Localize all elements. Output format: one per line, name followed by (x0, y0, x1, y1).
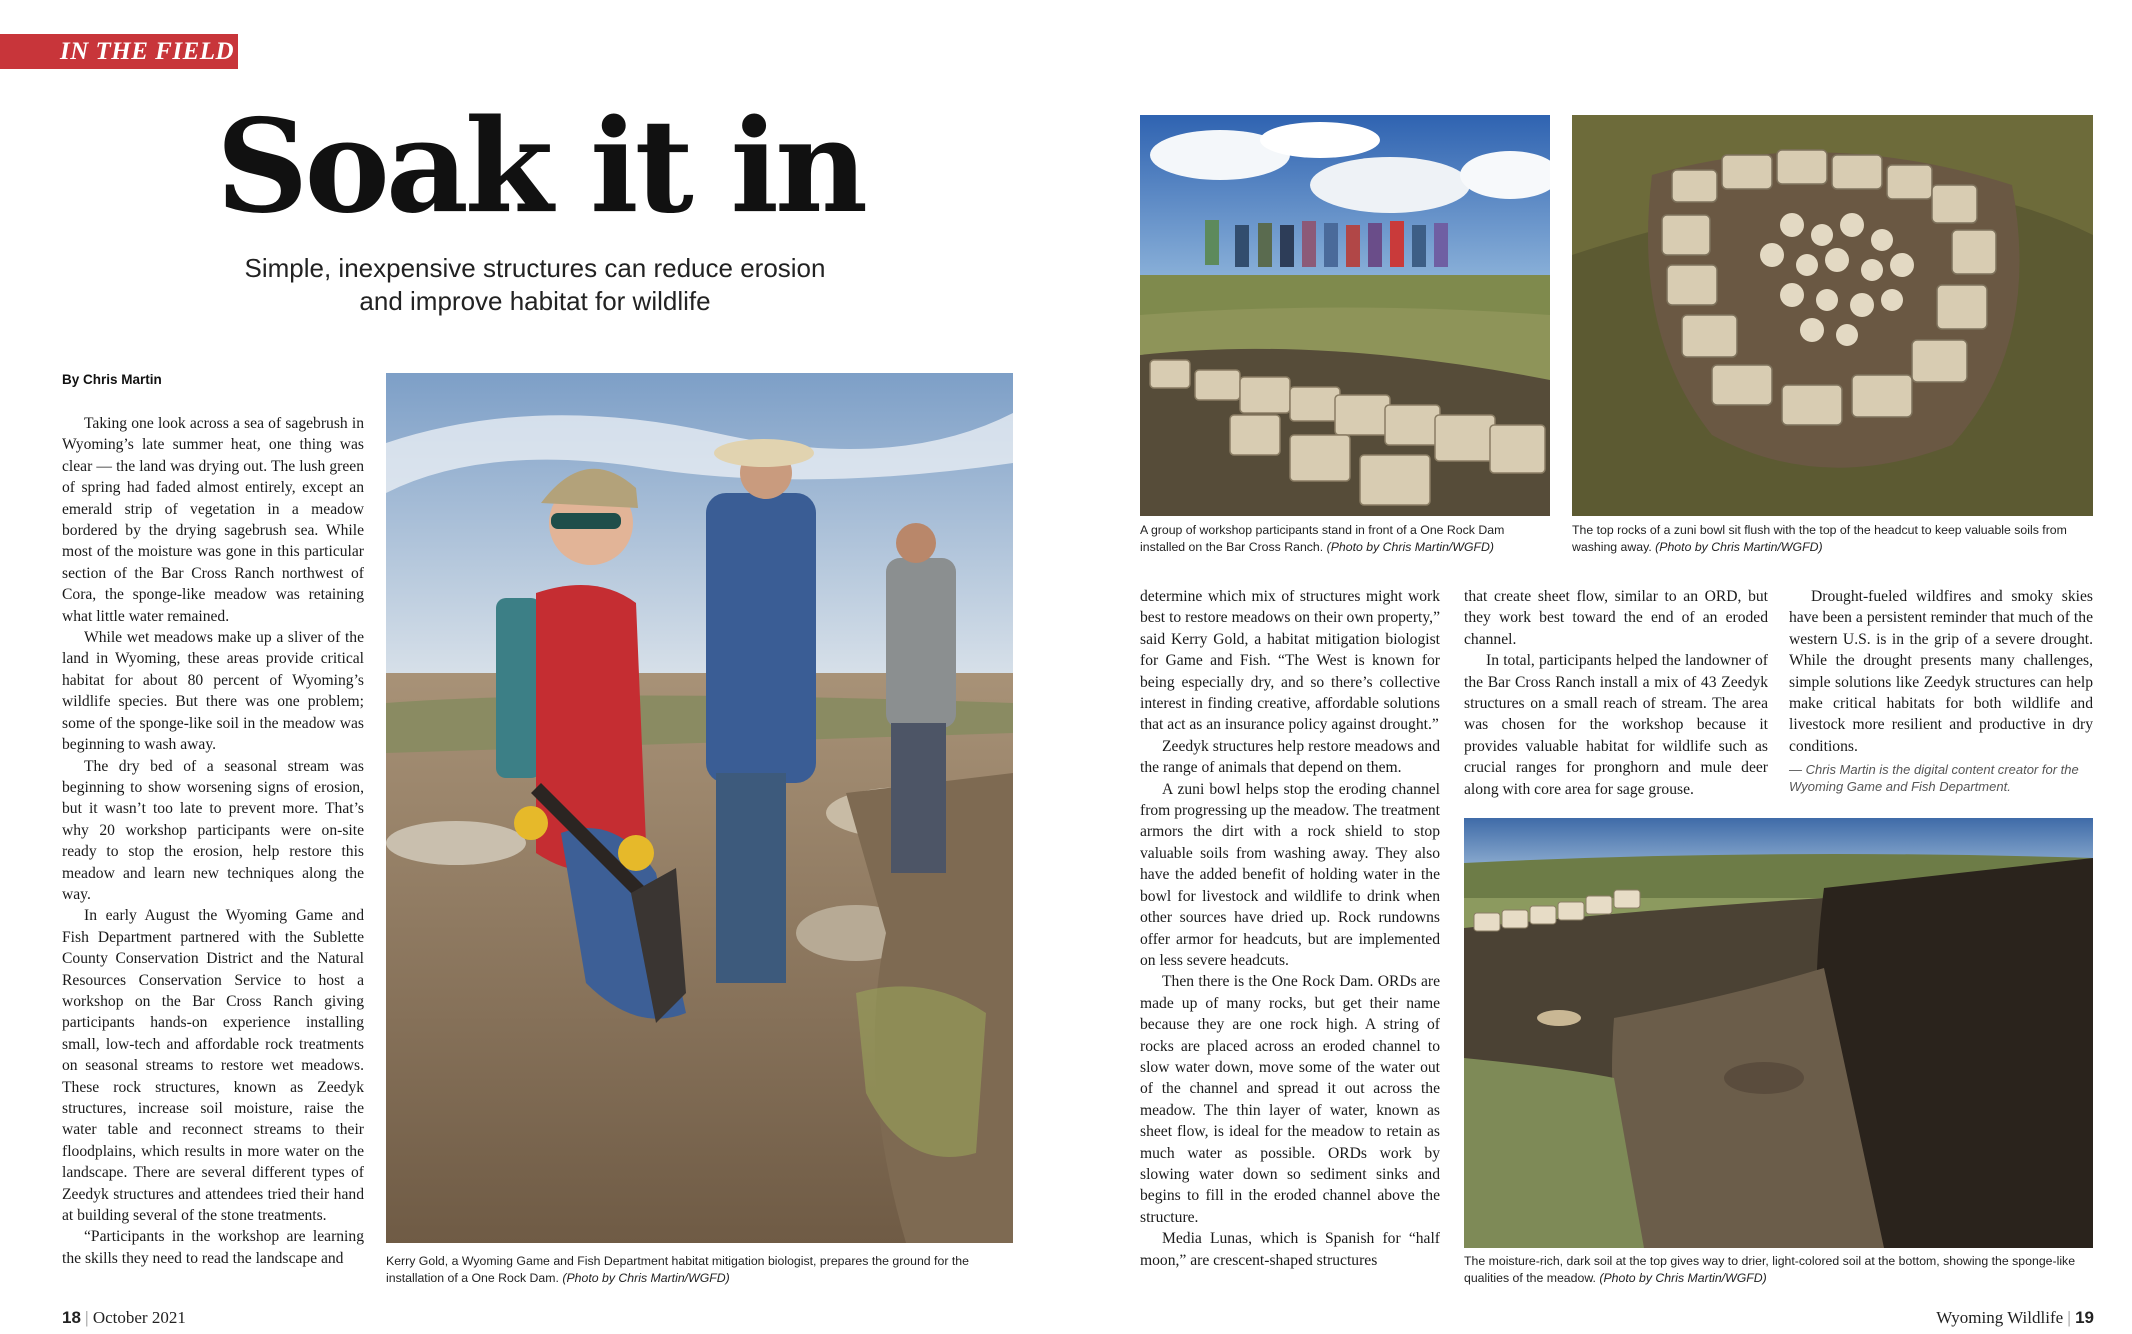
paragraph: Taking one look across a sea of sagebrush in Wyoming’s late summer heat, one thing was clear — the land was drying out. The lush green of spring had faded almost entirely, except an emerald strip of vegetation in a meadow bordered by the drying sagebrush sea. While most of the moisture was gone in this particular section of the Bar Cross Ranch northwest of Cora, the sponge-like meadow was retaining what little water remained. (62, 415, 364, 625)
caption-text: Kerry Gold, a Wyoming Game and Fish Department habitat mitigation biologist, prepares the ground for the installation of a One Rock Dam. (386, 1254, 969, 1285)
paragraph: While wet meadows make up a sliver of the land in Wyoming, these areas provide critical habitat for about 80 percent of Wyoming’s wildlife species. But there was one problem; some of the sponge-like soil in the meadow was beginning to wash away. (62, 629, 364, 754)
caption-bowl (1572, 522, 2093, 556)
folio-separator: | (85, 1308, 89, 1327)
photo-group (1140, 115, 1550, 516)
caption-text: A group of workshop participants stand in front of a One Rock Dam installed on the Bar Cross Ranch. (1140, 523, 1505, 554)
body-column-2 (1140, 586, 1440, 1271)
photo-credit: (Photo by Chris Martin/WGFD) (1599, 1271, 1767, 1285)
photo-credit: (Photo by Chris Martin/WGFD) (1326, 540, 1495, 554)
caption-main (386, 1253, 1013, 1287)
paragraph: determine which mix of structures might work best to restore meadows on their own property,” said Kerry Gold, a habitat mitigation biologist for Game and Fish. “The West is known for being especially dry, and so there’s collective interest in finding creative, affordable solutions that act as an insurance policy against drought.” (1140, 588, 1440, 734)
caption-group (1140, 522, 1550, 556)
body-column-4 (1789, 586, 2093, 795)
photo-soil (1464, 818, 2093, 1248)
deck (175, 252, 895, 318)
photo-credit: (Photo by Chris Martin/WGFD) (562, 1271, 730, 1285)
body-column-3 (1464, 586, 1768, 800)
paragraph: In total, participants helped the landowner of the Bar Cross Ranch install a mix of 43 Zeedyk structures on a small reach of stream. The area was chosen for the workshop because it provides valuable habitat for wildlife such as crucial ranges for pronghorn and mule deer along with core area for sage grouse. (1464, 652, 1768, 798)
caption-text: The moisture-rich, dark soil at the top gives way to drier, light-colored soil at the bottom, showing the sponge-like qualities of the meadow. (1464, 1254, 2076, 1285)
deck-line-1: Simple, inexpensive structures can reduce erosion (244, 253, 826, 283)
byline: By Chris Martin (62, 372, 162, 387)
folio-right (1936, 1308, 2094, 1328)
author-note: — Chris Martin is the digital content creator for the Wyoming Game and Fish Department. (1789, 762, 2079, 795)
photo-credit: (Photo by Chris Martin/WGFD) (1655, 540, 1823, 554)
paragraph: A zuni bowl helps stop the eroding channel from progressing up the meadow. The treatment armors the dirt with a rock shield to stop valuable soils from washing away. They also have the added benefit of holding water in the bowl for livestock and wildlife to drink when other sources have dried up. Rock rundowns offer armor for headcuts, but are implemented on less severe headcuts. (1140, 780, 1440, 969)
paragraph: Then there is the One Rock Dam. ORDs are made up of many rocks, but get their name because they are one rock high. A string of rocks are placed across an eroded channel to slow water down, move some of the water out of the channel and spread it out across the meadow. The thin layer of water, known as sheet flow, is ideal for the meadow to retain as much water as possible. ORDs work by slowing water down so sediment sinks and begins to fill in the eroded channel above the structure. (1140, 973, 1440, 1226)
folio-left (62, 1308, 186, 1328)
body-column-1 (62, 413, 364, 1269)
page-number-left: 18 (62, 1308, 81, 1327)
section-tag: IN THE FIELD (0, 34, 238, 69)
paragraph: Zeedyk structures help restore meadows and the range of animals that depend on them. (1140, 737, 1440, 777)
deck-line-2: and improve habitat for wildlife (359, 286, 711, 316)
photo-kerry-gold (386, 373, 1013, 1243)
paragraph: that create sheet flow, similar to an ORD, but they work best toward the end of an eroded channel. (1464, 588, 1768, 648)
paragraph: Media Lunas, which is Spanish for “half moon,” are crescent-shaped structures (1140, 1230, 1440, 1269)
caption-soil (1464, 1253, 2093, 1287)
paragraph: Drought-fueled wildfires and smoky skies have been a persistent reminder that much of the western U.S. is in the grip of a severe drought. While the drought presents many challenges, simple solutions like Zeedyk structures can help make critical habitats for both wildlife and livestock more resilient and productive in dry conditions. (1789, 588, 2093, 755)
caption-text: The top rocks of a zuni bowl sit flush with the top of the headcut to keep valuable soils from washing away. (1572, 523, 2067, 554)
headline: Soak it in (216, 92, 864, 242)
paragraph: The dry bed of a seasonal stream was beginning to show worsening signs of erosion, but it wasn’t too late to prevent more. That’s why 20 workshop participants were on-site ready to stop the erosion, help restore this meadow and learn new techniques along the way. (62, 757, 364, 903)
paragraph: “Participants in the workshop are learning the skills they need to read the landscape and (62, 1228, 364, 1267)
folio-separator: | (2067, 1308, 2071, 1327)
paragraph: In early August the Wyoming Game and Fish Department partnered with the Sublette County Conservation District and the Natural Resources Conservation Service to host a workshop on the Bar Cross Ranch giving participants hands-on experience installing small, low-tech and affordable rock treatments on seasonal streams to restore wet meadows. These rock structures, known as Zeedyk structures, increase soil moisture, raise the water table and reconnect streams to their floodplains, which results in more water on the landscape. There are several different types of Zeedyk structures and attendees tried their hand at building several of the stone treatments. (62, 907, 364, 1225)
issue-date: October 2021 (92, 1308, 186, 1327)
page-number-right: 19 (2075, 1308, 2094, 1327)
photo-zuni-bowl (1572, 115, 2093, 516)
magazine-title: Wyoming Wildlife (1936, 1308, 2064, 1327)
